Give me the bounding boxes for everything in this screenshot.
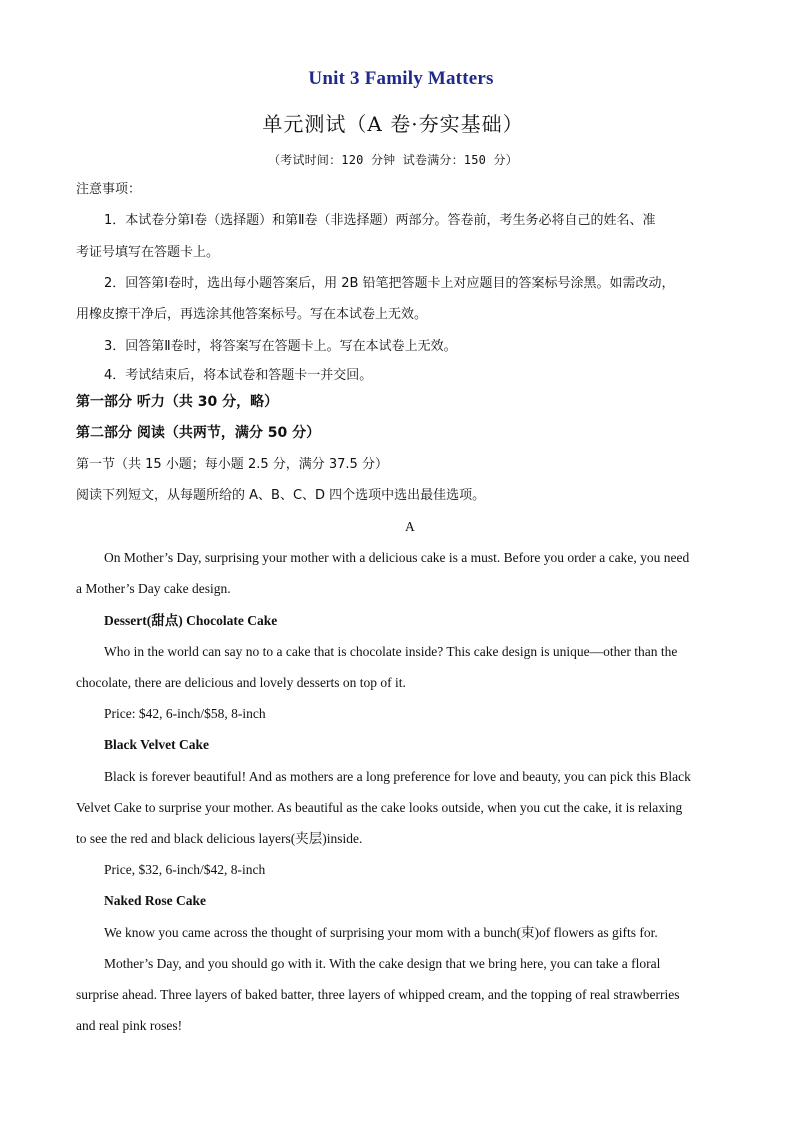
cake-3-line-2: Mother’s Day, and you should go with it. With the cake design that we bring here, you can take a floral: [104, 956, 661, 971]
cake-1-line-1: Who in the world can say no to a cake that is chocolate inside? This cake design is unique—other than the: [104, 644, 678, 659]
page-subtitle: 单元测试（A 卷·夯实基础）: [262, 112, 524, 136]
cake-2-line-1: Black is forever beautiful! And as mothers are a long preference for love and beauty, you can pick this Black: [104, 769, 691, 784]
part-2-heading: 第二部分 阅读（共两节，满分 50 分）: [76, 425, 321, 441]
intro-line-2: a Mother’s Day cake design.: [76, 581, 231, 596]
part-1-heading: 第一部分 听力（共 30 分，略）: [76, 394, 279, 410]
passage-letter: A: [405, 519, 415, 534]
cake-2-line-2: Velvet Cake to surprise your mother. As beautiful as the cake looks outside, when you cut the cake, it is relaxing: [76, 800, 683, 815]
cake-2-line-3: to see the red and black delicious layers(夹层)inside.: [76, 831, 363, 846]
exam-info: （考试时间：120 分钟 试卷满分：150 分）: [268, 153, 518, 167]
cake-2-price: Price, $32, 6-inch/$42, 8-inch: [104, 862, 266, 877]
cake-3-line-1: We know you came across the thought of surprising your mom with a bunch(束)of flowers as gifts for.: [104, 925, 658, 940]
cake-3-line-3: surprise ahead. Three layers of baked batter, three layers of whipped cream, and the topping of real strawberries: [76, 987, 680, 1002]
note-item-3: 3．回答第Ⅱ卷时，将答案写在答题卡上。写在本试卷上无效。: [104, 339, 457, 354]
instruction-text: 阅读下列短文，从每题所给的 A、B、C、D 四个选项中选出最佳选项。: [76, 488, 486, 503]
note-item-1-line-2: 考证号填写在答题卡上。: [76, 245, 220, 260]
cake-1-name: Dessert(甜点) Chocolate Cake: [104, 613, 278, 628]
note-item-4: 4．考试结束后，将本试卷和答题卡一并交回。: [104, 368, 373, 383]
note-item-1-line-1: 1．本试卷分第Ⅰ卷（选择题）和第Ⅱ卷（非选择题）两部分。答卷前，考生务必将自己的姓名、准: [104, 213, 656, 228]
note-item-2-line-2: 用橡皮擦干净后，再选涂其他答案标号。写在本试卷上无效。: [76, 307, 428, 322]
intro-line-1: On Mother’s Day, surprising your mother with a delicious cake is a must. Before you order a cake, you need: [104, 550, 690, 565]
cake-3-line-4: and real pink roses!: [76, 1018, 183, 1033]
cake-1-line-2: chocolate, there are delicious and lovely desserts on top of it.: [76, 675, 406, 690]
notes-heading: 注意事项：: [76, 182, 142, 197]
page-title: Unit 3 Family Matters: [308, 68, 494, 89]
note-item-2-line-1: 2．回答第Ⅰ卷时，选出每小题答案后，用 2B 铅笔把答题卡上对应题目的答案标号涂黑。如需改动，: [104, 276, 675, 291]
cake-3-name: Naked Rose Cake: [104, 893, 207, 908]
cake-1-price: Price: $42, 6-inch/$58, 8-inch: [104, 706, 266, 721]
cake-2-name: Black Velvet Cake: [104, 737, 210, 752]
section-1-heading: 第一节（共 15 小题；每小题 2.5 分，满分 37.5 分）: [76, 457, 388, 472]
